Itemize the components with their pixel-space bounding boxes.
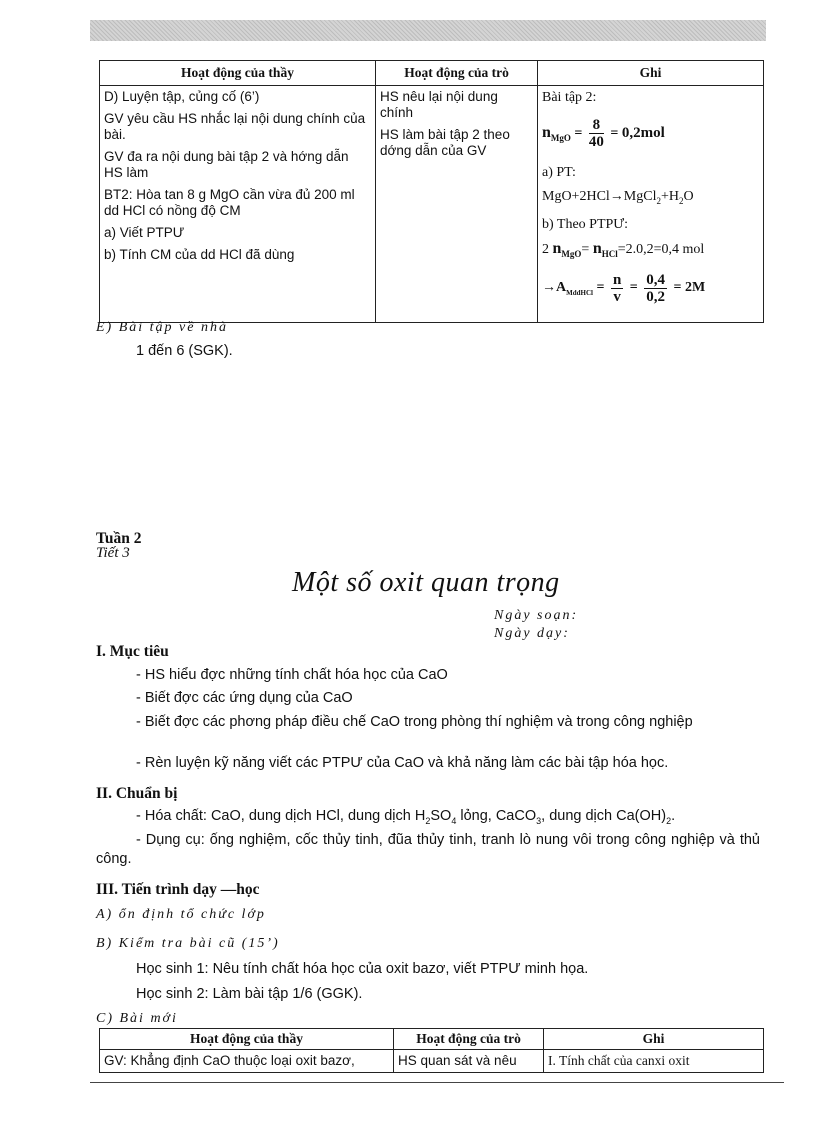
col-header-teacher: Hoạt động của thầy (100, 1029, 394, 1050)
objective-item: - HS hiểu đợc những tính chất hóa học của CaO (136, 667, 448, 683)
teacher-line: D) Luyện tập, củng cố (6’) (104, 89, 260, 104)
theo-ptpu-label: b) Theo PTPƯ: (542, 216, 629, 232)
chemicals-line: - Hóa chất: CaO, dung dịch HCl, dung dịch $H_2SO_4$ lỏng, CaCO$_3$, dung dịch $Ca(OH)_2$. (136, 808, 676, 826)
step-a: A) ổn định tổ chức lớp (96, 907, 266, 922)
student-activity-cell (376, 86, 538, 323)
header-band (90, 20, 766, 41)
mole-relation: 2 $n_{MgO}= n_{HCl}=2.0,2=0,4$ mol (542, 239, 705, 259)
step-b: B) Kiểm tra bài cũ (15’) (96, 936, 280, 951)
col-header-student: Hoạt động của trò (394, 1029, 544, 1050)
concentration-calculation: $\to A_{MddHCl}$ = $\frac{n}{v}$ = $\frac{0,4}{0,2}$ = 2M (542, 271, 706, 305)
student-activity-cell: HS quan sát và nêu (394, 1050, 544, 1073)
section3-heading: III. Tiến trình dạy —học (96, 881, 260, 898)
teach-date-label: Ngày dạy: (494, 626, 570, 641)
exercise-label: Bài tập 2: (542, 90, 597, 105)
tools-line: - Dụng cụ: ống nghiệm, cốc thủy tinh, đũa thủy tinh, tranh lò nung vôi trong công nghiệp và thủ công. (96, 832, 760, 867)
prep-date-label: Ngày soạn: (494, 608, 579, 623)
col-header-student: Hoạt động của trò (376, 61, 538, 86)
section1-heading: I. Mục tiêu (96, 643, 169, 660)
pt-label: a) PT: (542, 164, 576, 180)
teacher-activity-cell (100, 86, 376, 323)
col-header-notes: Ghi (538, 61, 764, 86)
objective-item: - Biết đợc các ứng dụng của CaO (136, 690, 353, 706)
activity-table-2 (99, 1028, 764, 1073)
objective-item: - Rèn luyện kỹ năng viết các PTPƯ của CaO và khả năng làm các bài tập hóa học. (136, 755, 669, 771)
reaction-equation: $MgO+2HCl\to MgCl_2+H_2O$ (542, 188, 694, 206)
teacher-line: GV đa ra nội dung bài tập 2 và hớng dẫn HS làm (104, 149, 349, 180)
week-label: Tuần 2 (96, 530, 142, 547)
student-line: HS làm bài tập 2 theo dớng dẫn của GV (380, 127, 510, 158)
homework-heading: E) Bài tập về nhà (96, 320, 228, 335)
teacher-line: a) Viết PTPƯ (104, 225, 185, 240)
mole-calculation: $n_{MgO}$ = $\frac{8}{40}$ = 0,2mol (542, 117, 665, 151)
lesson-title: Một số oxit quan trọng (292, 567, 560, 598)
student1-task: Học sinh 1: Nêu tính chất hóa học của oxit bazơ, viết PTPƯ minh họa. (136, 961, 589, 977)
footer-rule (90, 1082, 784, 1083)
col-header-teacher: Hoạt động của thầy (100, 61, 376, 86)
teacher-line: b) Tính CM của dd HCl đã dùng (104, 247, 295, 262)
col-header-notes: Ghi (544, 1029, 764, 1050)
student2-task: Học sinh 2: Làm bài tập 1/6 (GGK). (136, 986, 363, 1002)
notes-cell: I. Tính chất của canxi oxit (544, 1050, 764, 1073)
student-line: HS nêu lại nội dung chính (380, 89, 498, 120)
teacher-activity-cell: GV: Khẳng định CaO thuộc loại oxit bazơ, (100, 1050, 394, 1073)
section2-heading: II. Chuẩn bị (96, 785, 178, 802)
step-c: C) Bài mới (96, 1011, 178, 1026)
notes-cell (538, 86, 764, 323)
period-label: Tiết 3 (96, 545, 130, 561)
homework-text: 1 đến 6 (SGK). (136, 343, 233, 359)
teacher-line: GV yêu cầu HS nhắc lại nội dung chính của bài. (104, 111, 366, 142)
objective-item: - Biết đợc các phơng pháp điều chế CaO trong phòng thí nghiệm và trong công nghiệp (136, 714, 693, 730)
activity-table-1 (99, 60, 764, 323)
teacher-line: BT2: Hòa tan 8 g MgO cần vừa đủ 200 ml dd HCl có nồng độ CM (104, 187, 355, 218)
